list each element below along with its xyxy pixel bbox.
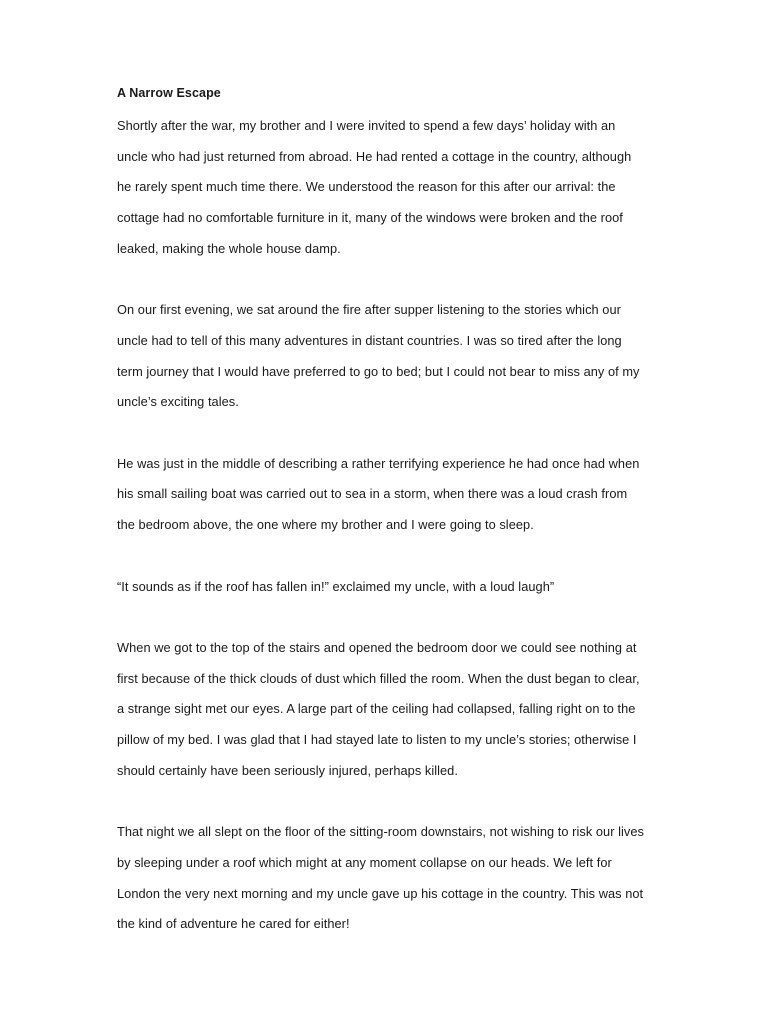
paragraph-line: That night we all slept on the floor of the sitting-room downstairs, not wishing to risk our lives [117,824,644,840]
paragraph-line: a strange sight met our eyes. A large part of the ceiling had collapsed, falling right on to the [117,701,636,717]
paragraph-line: He was just in the middle of describing a rather terrifying experience he had once had when [117,455,640,471]
document-title: A Narrow Escape [117,86,221,100]
paragraph-line: “It sounds as if the roof has fallen in!” exclaimed my uncle, with a loud laugh” [117,578,555,594]
paragraph-line: he rarely spent much time there. We understood the reason for this after our arrival: the [117,179,616,195]
paragraph-line: uncle’s exciting tales. [117,394,239,410]
paragraph-line: first because of the thick clouds of dust which filled the room. When the dust began to clear, [117,670,640,686]
paragraph-line: uncle had to tell of this many adventures in distant countries. I was so tired after the long [117,332,622,348]
paragraph-line: by sleeping under a roof which might at any moment collapse on our heads. We left for [117,854,612,870]
paragraph-line: pillow of my bed. I was glad that I had stayed late to listen to my uncle’s stories; otherwise I [117,732,637,747]
paragraph-line: should certainly have been seriously injured, perhaps killed. [117,762,458,778]
paragraph-line: term journey that I would have preferred to go to bed; but I could not bear to miss any of my [117,363,640,379]
paragraph-line: uncle who had just returned from abroad. He had rented a cottage in the country, although [117,148,632,164]
paragraph-line: London the very next morning and my uncle gave up his cottage in the country. This was not [117,885,644,901]
paragraph-line: the kind of adventure he cared for either! [117,916,350,932]
paragraph-line: the bedroom above, the one where my brother and I were going to sleep. [117,517,534,533]
paragraph-line: On our first evening, we sat around the fire after supper listening to the stories which our [117,302,621,318]
paragraph-line: When we got to the top of the stairs and opened the bedroom door we could see nothing at [117,639,637,655]
paragraph-line: leaked, making the whole house damp. [117,240,341,256]
paragraph-line: his small sailing boat was carried out to sea in a storm, when there was a loud crash from [117,486,628,502]
paragraph-line: Shortly after the war, my brother and I were invited to spend a few days’ holiday with an [117,118,616,133]
paragraph-line: cottage had no comfortable furniture in it, many of the windows were broken and the roof [117,210,623,226]
